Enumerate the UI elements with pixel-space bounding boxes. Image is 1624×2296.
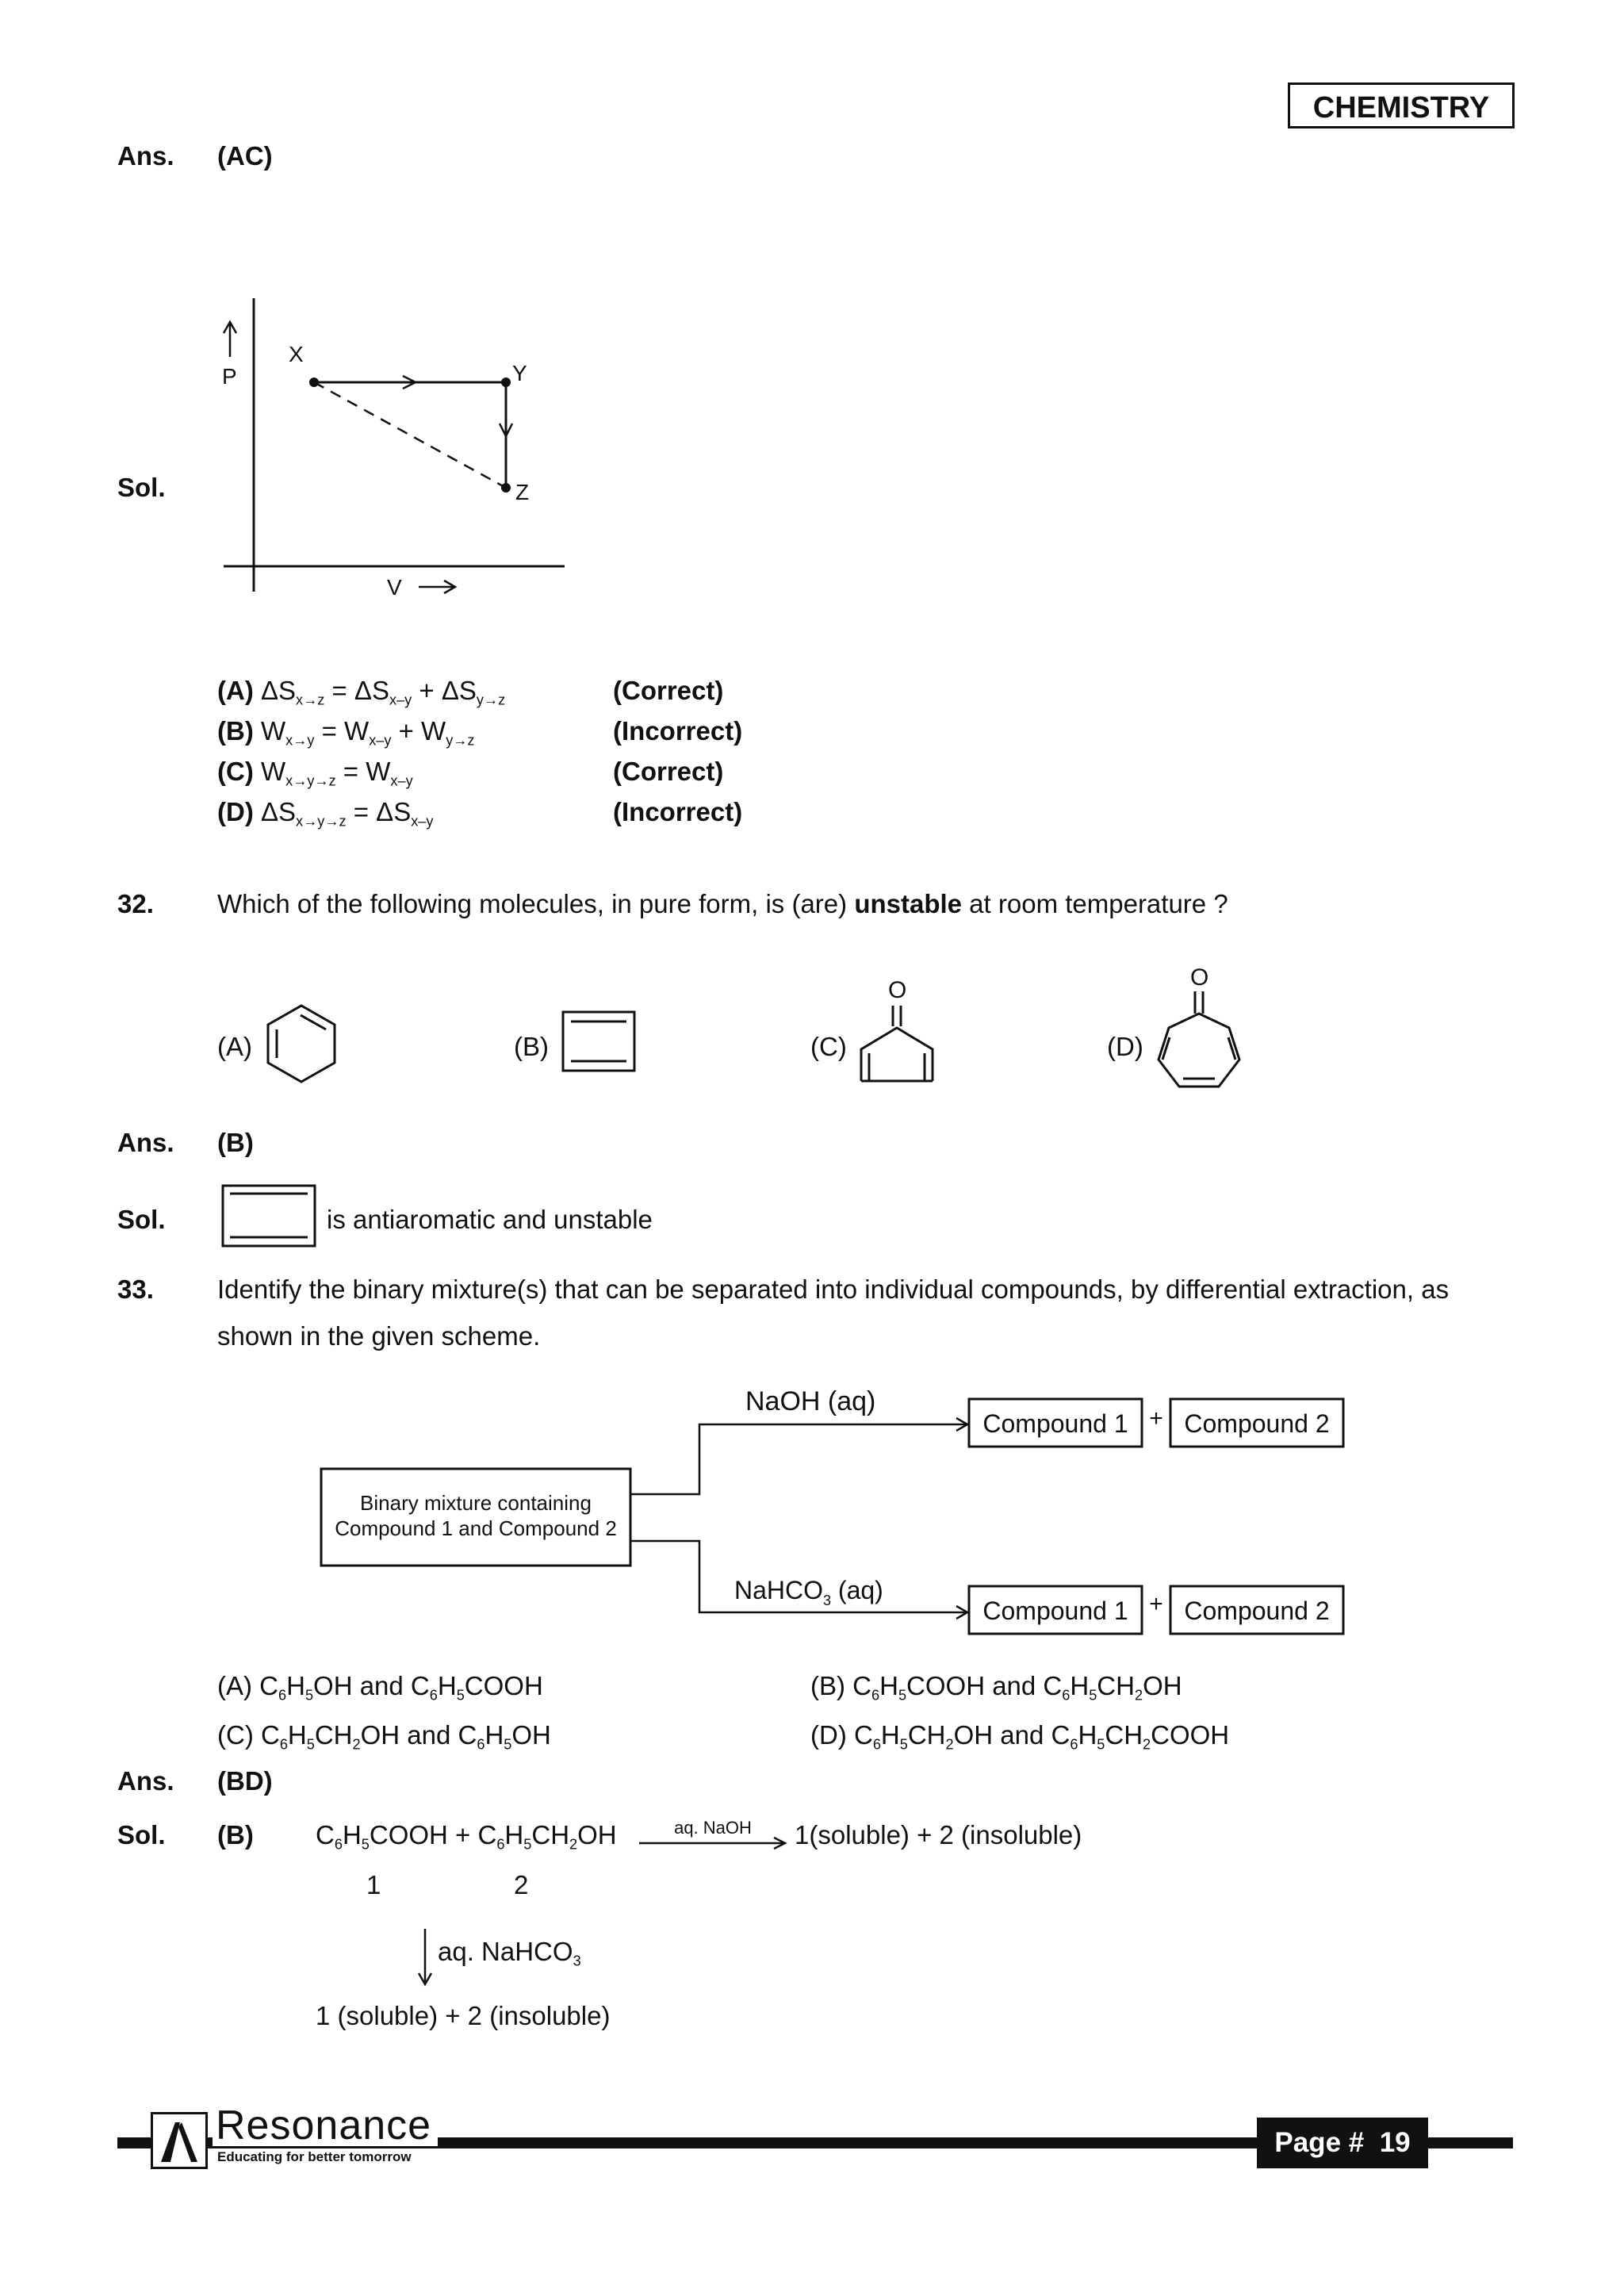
q32-option-c-label: (C) xyxy=(810,1032,847,1061)
q33-option-c: (C) $C_6H_5CH_2OH$ and $C_6H_5OH$ xyxy=(217,1720,551,1753)
cyclobutadiene-structure xyxy=(560,1009,639,1075)
q33-sol-final: 1 (soluble) + 2 (insoluble) xyxy=(316,2001,611,2030)
q32-option-d-label: (D) xyxy=(1107,1032,1143,1061)
verdict-d: (Incorrect) xyxy=(613,797,743,826)
point-z-label: Z xyxy=(515,480,530,504)
compound-number-2: 2 xyxy=(514,1870,529,1899)
q33-sol-part: (B) xyxy=(217,1820,254,1849)
q32-question: Which of the following molecules, in pure form, is (are) unstable at room temperature ? xyxy=(217,889,1228,918)
verdict-b: (Incorrect) xyxy=(613,716,743,746)
v-axis-label: V xyxy=(387,575,402,600)
extraction-scheme xyxy=(301,1372,1364,1650)
q33-option-b: (B) $C_6H_5COOH$ and $C_6H_5CH_2OH$ xyxy=(810,1671,1182,1704)
svg-text:O: O xyxy=(1190,964,1209,991)
svg-text:NaOH (aq): NaOH (aq) xyxy=(745,1386,876,1416)
svg-text:Compound 1: Compound 1 xyxy=(982,1596,1128,1625)
subject-title: CHEMISTRY xyxy=(1288,82,1515,128)
resonance-logo-icon xyxy=(151,2112,208,2169)
q33-sol-result: 1(soluble) + 2 (insoluble) xyxy=(795,1820,1082,1849)
q31-option-d: (D) $\Delta S_{x\to y\to z} = \Delta S_{x-y}$ xyxy=(217,797,434,830)
q33-sol-equation: $C_6H_5COOH + C_6H_5CH_2OH$ xyxy=(316,1820,617,1853)
pv-diagram xyxy=(214,293,579,603)
q33-option-d: (D) $C_6H_5CH_2OH$ and $C_6H_5CH_2COOH$ xyxy=(810,1720,1230,1753)
q33-question-line2: shown in the given scheme. xyxy=(217,1321,541,1351)
q33-option-a: (A) $C_6H_5OH$ and $C_6H_5COOH$ xyxy=(217,1671,543,1704)
cyclobutadiene-sol-structure xyxy=(220,1183,319,1250)
svg-text:+: + xyxy=(1149,1591,1163,1617)
q31-option-b: (B) $W_{x\to y} = W_{x-y} + W_{y\to z}$ xyxy=(217,716,475,749)
q32-answer: (B) xyxy=(217,1128,254,1157)
svg-text:Compound 1 and Compound 2: Compound 1 and Compound 2 xyxy=(335,1516,617,1540)
q32-number: 32. xyxy=(117,889,154,918)
q33-number: 33. xyxy=(117,1274,154,1304)
svg-text:+: + xyxy=(1149,1405,1163,1432)
answer: (AC) xyxy=(217,141,273,171)
point-x-label: X xyxy=(289,342,304,366)
svg-text:Compound 1: Compound 1 xyxy=(982,1409,1128,1438)
reagent-naoh: aq. NaOH xyxy=(674,1818,752,1838)
q31-option-c: (C) $W_{x\to y\to z} = W_{x-y}$ xyxy=(217,757,413,789)
point-y-label: Y xyxy=(512,361,527,385)
verdict-c: (Correct) xyxy=(613,757,724,786)
ans-label: Ans. xyxy=(117,141,174,171)
p-axis-label: P xyxy=(222,364,237,389)
q32-sol-text: is antiaromatic and unstable xyxy=(327,1205,653,1234)
svg-text:Binary mixture containing: Binary mixture containing xyxy=(360,1491,592,1515)
svg-text:Compound 2: Compound 2 xyxy=(1184,1409,1330,1438)
svg-text:O: O xyxy=(888,977,907,1003)
q32-option-a-label: (A) xyxy=(217,1032,252,1061)
compound-number-1: 1 xyxy=(366,1870,381,1899)
tropone-structure xyxy=(1148,961,1251,1096)
reagent-nahco3: NaHCO$_3$ (aq) xyxy=(734,1576,883,1608)
cyclopentadienone-structure xyxy=(853,974,940,1093)
q32-ans-label: Ans. xyxy=(117,1128,174,1157)
q32-option-b-label: (B) xyxy=(514,1032,549,1061)
brand-name: Resonance xyxy=(213,2105,438,2146)
q31-option-a: (A) $\Delta S_{x\to z} = \Delta S_{x-y} + \Delta S_{y\to z}$ xyxy=(217,676,506,708)
cyclohexadiene-structure xyxy=(258,999,345,1087)
q32-sol-label: Sol. xyxy=(117,1205,166,1234)
verdict-a: (Correct) xyxy=(613,676,724,705)
sol-label: Sol. xyxy=(117,473,166,502)
svg-text:Compound 2: Compound 2 xyxy=(1184,1596,1330,1625)
q33-sol-label: Sol. xyxy=(117,1820,166,1849)
q33-answer: (BD) xyxy=(217,1766,273,1796)
reagent-nahco3-sol: aq. NaHCO$_3$ xyxy=(438,1937,581,1969)
q33-question-line1: Identify the binary mixture(s) that can be separated into individual compounds, by differential extraction, as xyxy=(217,1274,1450,1304)
page-number: 19 xyxy=(1379,2127,1411,2158)
brand-tagline: Educating for better tomorrow xyxy=(214,2149,415,2165)
down-arrow xyxy=(416,1927,435,1989)
page-number-box: Page # 19 xyxy=(1257,2118,1428,2168)
reaction-arrow xyxy=(638,1835,790,1851)
q33-ans-label: Ans. xyxy=(117,1766,174,1796)
